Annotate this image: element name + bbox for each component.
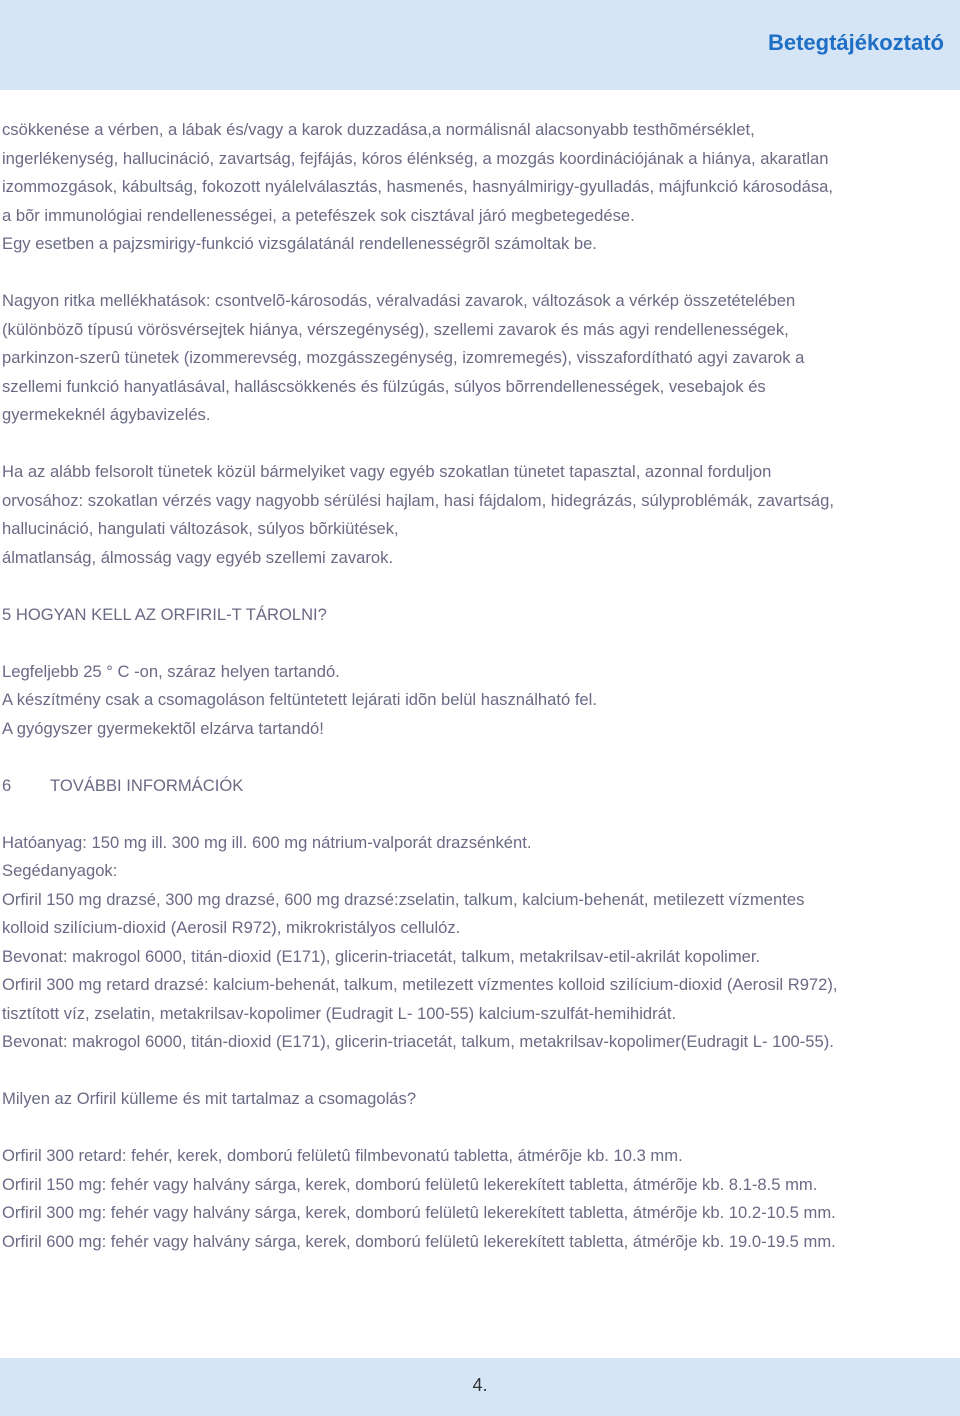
footer-band [0, 1358, 960, 1416]
text-line: tisztított víz, zselatin, metakrilsav-kopolimer (Eudragit L- 100-55) kalcium-szulfát-hemihidrát. [2, 1003, 677, 1023]
text-line: Bevonat: makrogol 6000, titán-dioxid (E171), glicerin-triacetát, talkum, metakrilsav-etil-akrilát kopolimer. [2, 946, 761, 966]
text-line: ingerlékenység, hallucináció, zavartság, fejfájás, kóros élénkség, a mozgás koordinációjának a hiánya, akaratlan [2, 148, 829, 168]
paragraph-gap [2, 430, 958, 459]
warning-symptoms-paragraph [2, 458, 958, 572]
text-line: gyermekeknél ágybavizelés. [2, 405, 211, 424]
document-title: Betegtájékoztató [767, 30, 944, 55]
text-line: A gyógyszer gyermekektõl elzárva tartandó! [2, 718, 324, 738]
text-line: Egy esetben a pajzsmirigy-funkció vizsgálatánál rendellenességrõl számoltak be. [2, 234, 597, 253]
paragraph-gap [2, 743, 958, 772]
header-band [0, 0, 960, 90]
text-line: Orfiril 300 retard: fehér, kerek, domború felületû filmbevonatú tabletta, átmérõje kb. 10.3 mm. [2, 1146, 683, 1165]
text-line: kolloid szilícium-dioxid (Aerosil R972), mikrokristályos cellulóz. [2, 918, 461, 937]
paragraph-gap [2, 1114, 958, 1143]
text-line: a bõr immunológiai rendellenességei, a petefészek sok cisztával járó megbetegedése. [2, 205, 635, 225]
text-line: álmatlanság, álmosság vagy egyéb szellemi zavarok. [2, 547, 394, 567]
text-line: szellemi funkció hanyatlásával, halláscsökkenés és fülzúgás, súlyos bõrrendellenességek, vesebajok és [2, 376, 766, 396]
side-effects-paragraph-1 [2, 116, 958, 259]
appearance-paragraph [2, 1142, 958, 1256]
text-line: A készítmény csak a csomagoláson feltüntetett lejárati idõn belül használható fel. [2, 690, 597, 709]
text-line: Orfiril 300 mg retard drazsé: kalcium-behenát, talkum, metilezett vízmentes kolloid szilícium-dioxid (Aerosil R972), [2, 975, 838, 994]
text-line: Orfiril 600 mg: fehér vagy halvány sárga, kerek, domború felületû lekerekített tabletta, átmérõje kb. 19.0-19.5 mm. [2, 1231, 836, 1251]
text-line: Milyen az Orfiril külleme és mit tartalmaz a csomagolás? [2, 1089, 417, 1108]
very-rare-side-effects-paragraph [2, 287, 958, 430]
text-line: orvosához: szokatlan vérzés vagy nagyobb sérülési hajlam, hasi fájdalom, hidegrázás, súlyproblémák, zavartság, [2, 490, 834, 510]
paragraph-gap [2, 629, 958, 658]
section-heading-line [2, 772, 958, 801]
text-line: Ha az alább felsorolt tünetek közül bármelyiket vagy egyéb szokatlan tünetet tapasztal, azonnal forduljon [2, 462, 772, 481]
text-line: Hatóanyag: 150 mg ill. 300 mg ill. 600 mg nátrium-valporát drazsénként. [2, 832, 532, 852]
text-line: (különbözõ típusú vörösvérsejtek hiánya, vérszegénység), szellemi zavarok és más agyi rendellenességek, [2, 319, 789, 339]
document-body [2, 116, 958, 1256]
ingredients-paragraph [2, 829, 958, 1057]
paragraph-gap [2, 800, 958, 829]
appearance-question [2, 1085, 958, 1114]
text-line: Segédanyagok: [2, 861, 118, 880]
text-line: izommozgások, kábultság, fokozott nyálelválasztás, hasmenés, hasnyálmirigy-gyulladás, májfunkció károsodása, [2, 177, 834, 196]
text-line: hallucináció, hangulati változások, súlyos bõrkiütések, [2, 519, 399, 538]
section-5-heading [2, 601, 958, 630]
page-number: 4. [472, 1375, 488, 1395]
text-line: Nagyon ritka mellékhatások: csontvelõ-károsodás, véralvadási zavarok, változások a vérkép összetételében [2, 291, 796, 310]
text-line: csökkenése a vérben, a lábak és/vagy a karok duzzadása,a normálisnál alacsonyabb testhõmérséklet, [2, 120, 755, 139]
section-number: 6 [2, 775, 12, 795]
text-line: Orfiril 150 mg: fehér vagy halvány sárga, kerek, domború felületû lekerekített tabletta, átmérõje kb. 8.1-8.5 mm. [2, 1174, 818, 1194]
section-heading-text: TOVÁBBI INFORMÁCIÓK [50, 775, 244, 795]
paragraph-gap [2, 259, 958, 288]
text-line: parkinzon-szerû tünetek (izommerevség, mozgásszegénység, izomremegés), visszafordítható agyi zavarok a [2, 348, 805, 367]
text-line: Bevonat: makrogol 6000, titán-dioxid (E171), glicerin-triacetát, talkum, metakrilsav-kopolimer(Eudragit L- 100-55). [2, 1032, 834, 1051]
paragraph-gap [2, 572, 958, 601]
section-heading-text: 5 HOGYAN KELL AZ ORFIRIL-T TÁROLNI? [2, 604, 327, 624]
text-line: Orfiril 300 mg: fehér vagy halvány sárga, kerek, domború felületû lekerekített tabletta, átmérõje kb. 10.2-10.5 mm. [2, 1203, 836, 1222]
text-line: Orfiril 150 mg drazsé, 300 mg drazsé, 600 mg drazsé:zselatin, talkum, kalcium-behenát, metilezett vízmentes [2, 889, 805, 909]
text-line: Legfeljebb 25 ° C -on, száraz helyen tartandó. [2, 661, 340, 681]
paragraph-gap [2, 1057, 958, 1086]
storage-paragraph [2, 658, 958, 744]
section-6-heading [2, 772, 958, 801]
